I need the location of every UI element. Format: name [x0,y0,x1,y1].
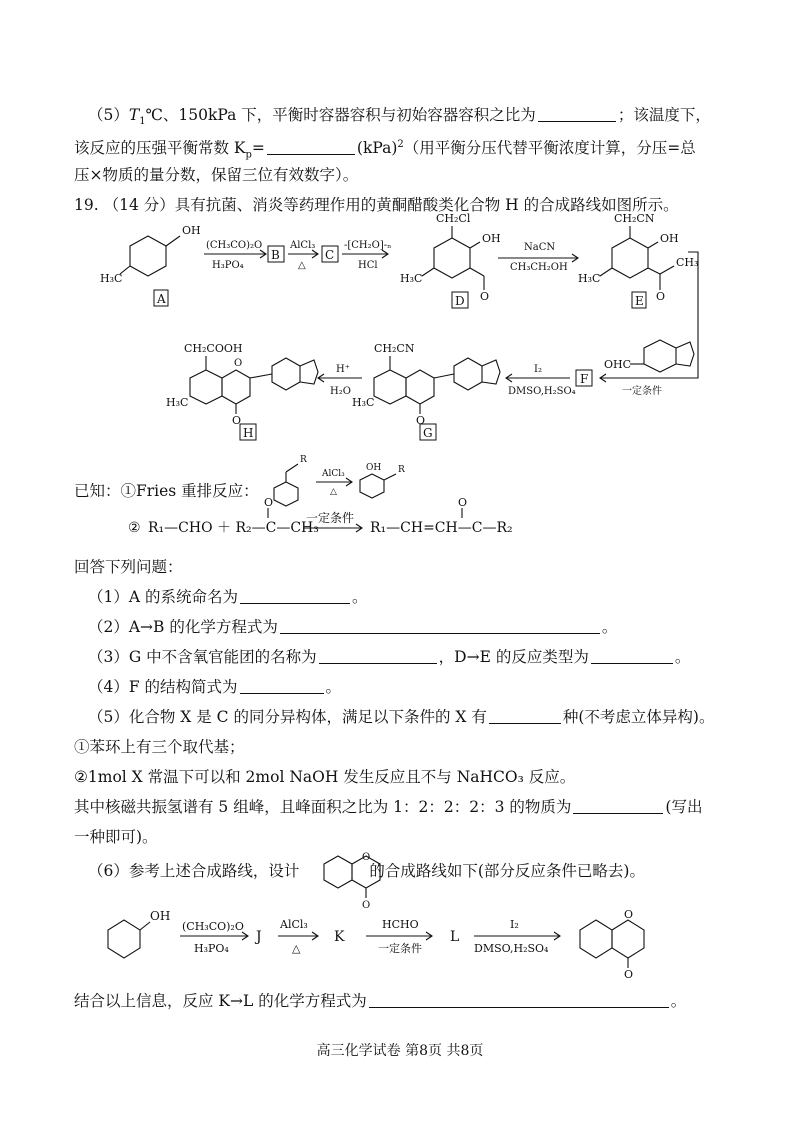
condition-3: 其中核磁共振氢谱有 5 组峰，且峰面积之比为 1：2：2：2：3 的物质为 (写出 [74,798,703,816]
label-c: C [325,248,335,262]
reagent-fg-bottom: DMSO,H₂SO₄ [508,386,576,397]
known2-right: R₁—CH=CH—C—R₂ [370,520,513,536]
reagent-cd-bottom: HCl [358,260,378,271]
label-f: F [580,372,589,386]
reagent-ab-bottom: H₃PO₄ [212,260,244,271]
label-b: B [271,248,280,262]
label-e-o: O [656,290,666,303]
ring-g-aryl [454,358,482,390]
label-h: H [243,426,254,440]
label-e-oh: OH [660,232,679,245]
label-e-ch3: CH₃ [676,256,699,269]
route2-r3-top: HCHO [382,918,419,931]
ring-g-pyranone [406,370,434,404]
ring-h-benzo [190,370,222,404]
reagent-ab-top: (CH₃CO)₂O [206,240,263,251]
answer-blank[interactable] [280,619,600,634]
fries-reagent-bottom: △ [330,487,337,497]
answer-intro: 回答下列问题： [74,558,183,576]
reagent-bc-bottom: △ [298,260,306,271]
q18-line1: $(5)T_1℃$、150kPa 下，平衡时容器容积与初始容器容积之比为 ；该温度下， [88,106,711,128]
reagent-fg-top: I₂ [534,364,542,375]
target-carbonyl-o: O [362,900,371,911]
reagent-gh-bottom: H₂O [330,386,351,397]
answer-blank[interactable] [573,799,663,814]
route2-l: L [450,929,460,945]
label-h-o: O [232,414,242,427]
fries-product-ring [360,474,384,498]
label-e-ch2cn: CH₂CN [614,212,655,225]
phenol-ring [108,920,140,958]
known2-num: ② [128,520,141,536]
label-a: A [157,292,166,306]
question-4: （4）F 的结构简式为 。 [88,678,342,696]
route2-oh: OH [150,909,171,923]
label-d-ch2cl: CH₂Cl [436,212,471,225]
reagent-de-top: NaCN [524,242,556,253]
reagent-bc-top: AlCl₃ [290,240,316,251]
route2-r2-top: AlCl₃ [280,918,308,931]
known-label: 已知：①Fries 重排反应： [74,482,259,500]
fries-r: R [300,455,307,465]
condition-1: ①苯环上有三个取代基； [74,738,245,756]
route2-r4-top: I₂ [510,918,519,931]
chromone-product-benzo [580,920,612,958]
route2-r1-top: (CH₃CO)₂O [182,920,244,933]
answer-blank[interactable] [591,649,673,664]
label-g: G [423,426,433,440]
question-1: （1）A 的系统命名为 。 [88,588,368,606]
ring-h-pyranone [222,370,250,404]
known2-cond: 一定条件 [306,511,355,525]
answer-blank[interactable] [319,649,437,664]
route2-r1-bottom: H₃PO₄ [194,942,229,955]
condition-2: ②1mol X 常温下可以和 2mol NaOH 发生反应且不与 NaHCO₃ 反应。 [74,768,576,786]
benzodioxole-ring [644,340,676,372]
fries-reagent-top: AlCl₃ [322,469,345,479]
question-3: （3）G 中不含氧官能团的名称为 ，D→E 的反应类型为 。 [88,648,691,666]
route2-k: K [334,929,345,945]
chromone-product-pyranone [612,920,644,958]
page-footer: 高三化学试卷 第8页 共8页 [316,1043,484,1059]
label-h-ch2cooh: CH₂COOH [184,342,243,355]
answer-blank[interactable] [240,679,324,694]
reagent-gh-top: H⁺ [336,364,350,375]
label-g-o: O [416,414,426,427]
reagent-de-bottom: CH₃CH₂OH [510,262,568,273]
q18-line2: 该反应的压强平衡常数 $K_p= (kPa)^2$（用平衡分压代替平衡浓度计算，分压=总 [74,139,696,161]
label-h-ch3: H₃C [166,396,189,409]
benzene-ring-e [612,238,648,278]
known2-o-right: O [458,496,468,509]
label-d-oh: OH [482,232,501,245]
question-5: （5）化合物 X 是 C 的同分异构体，满足以下条件的 X 有 种(不考虑立体异构)。 [88,708,715,726]
label-e: E [635,294,644,308]
q18-line3: 压×物质的量分数，保留三位有效数字）。 [74,166,359,184]
question-2: （2）A→B 的化学方程式为 。 [88,618,618,636]
benzene-ring-a [130,236,166,276]
fries-oh: OH [366,463,382,473]
ring-g-benzo [374,370,406,404]
label-g-ch2cn: CH₂CN [374,342,415,355]
label-d-o: O [480,290,490,303]
question-6: （6）参考上述合成路线，设计 的合成路线如下(部分反应条件已略去)。 [88,862,645,880]
reagent-ef-bottom: 一定条件 [622,386,662,397]
known2-o-left: O [264,496,274,509]
route2-r2-bottom: △ [292,942,301,955]
route2-r3-bottom: 一定条件 [378,942,422,955]
label-h-ring-o: O [234,358,243,369]
label-a-ch3: H₃C [100,272,123,285]
target-ring-o: O [362,852,371,863]
answer-blank[interactable] [489,709,561,724]
ring-h-aryl [272,358,300,390]
label-aldehyde: OHC [604,358,632,371]
benzene-ring-d [434,238,470,278]
route2-ring-o: O [624,908,634,921]
route2-j: J [256,929,262,945]
label-d-ch3: H₃C [400,272,423,285]
answer-blank[interactable] [369,993,669,1008]
label-e-ch3-left: H₃C [578,272,601,285]
label-g-ch3: H₃C [352,396,375,409]
fries-r-product: R [398,465,405,475]
answer-blank[interactable] [240,589,350,604]
final-question: 结合以上信息，反应 K→L 的化学方程式为 。 [74,992,687,1010]
route2-r4-bottom: DMSO,H₂SO₄ [474,942,549,955]
label-a-oh: OH [182,224,201,237]
q19-title: 19. （14 分）具有抗菌、消炎等药理作用的黄酮醋酸类化合物 H 的合成路线如图所示。 [74,196,679,214]
reagent-cd-top: -[CH₂O]-ₙ [344,240,392,251]
condition-4: 一种即可)。 [74,828,158,846]
known2-left: R₁—CHO ＋ R₂—C—CH₃ [148,520,319,536]
route2-carbonyl-o: O [624,968,634,981]
label-d: D [455,294,465,308]
fries-reactant-ring [274,482,298,506]
